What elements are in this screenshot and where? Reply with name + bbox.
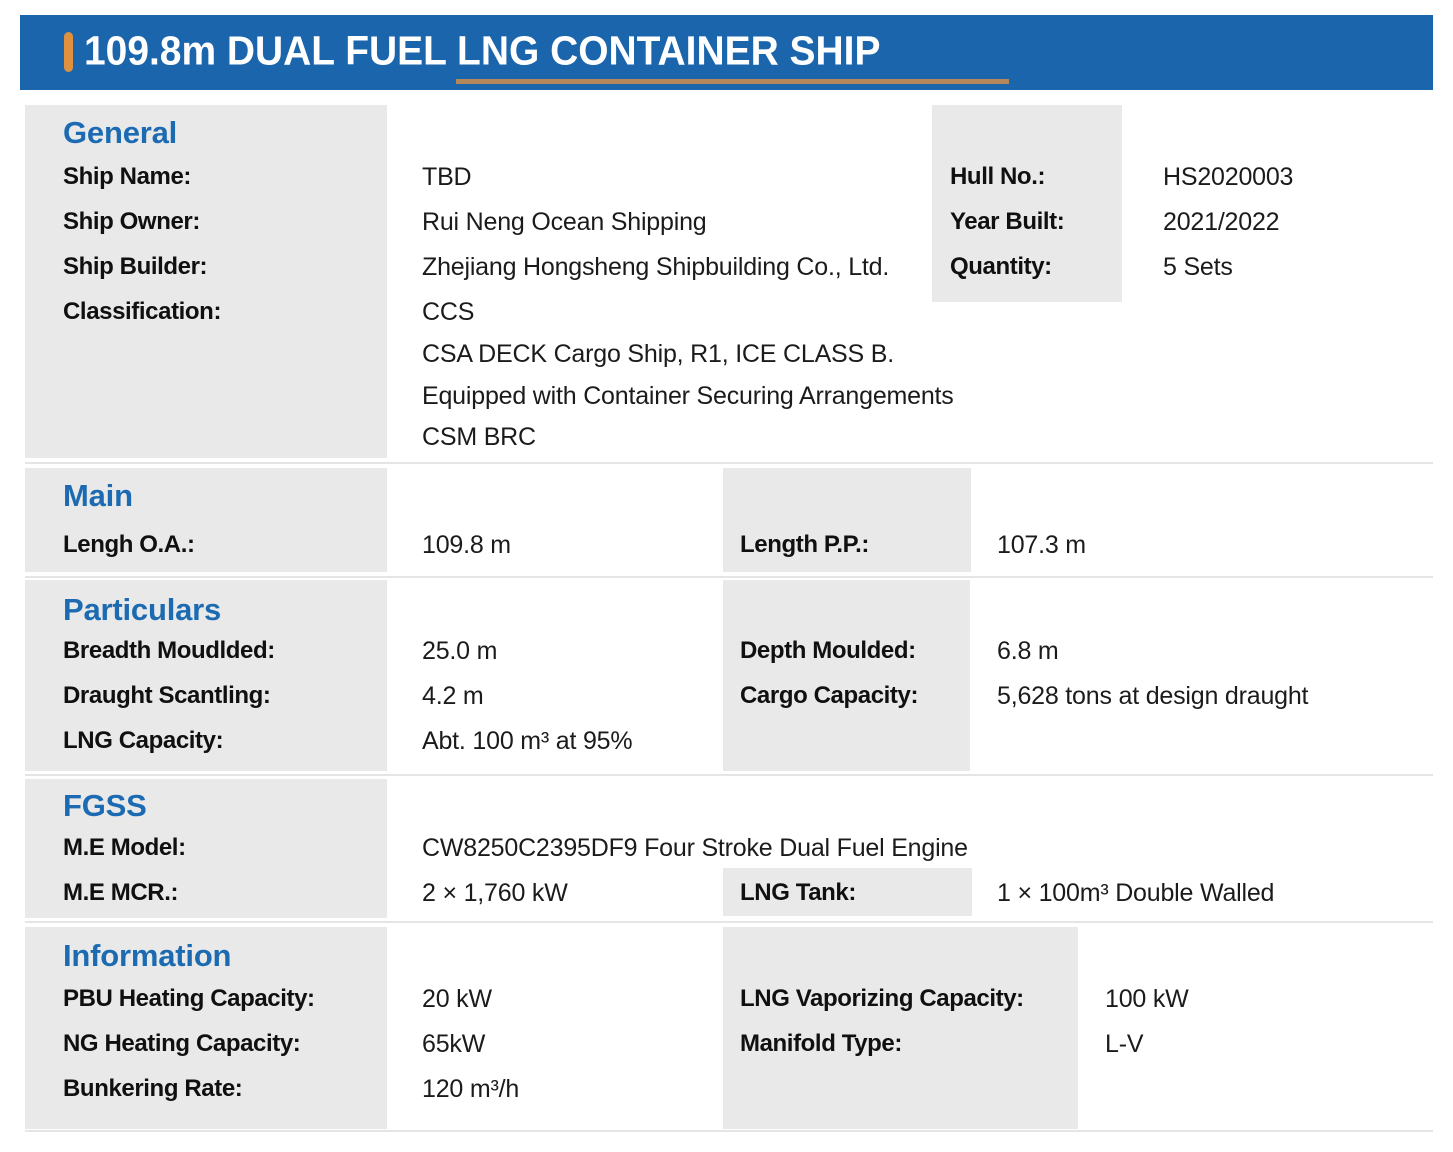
title-banner bbox=[20, 15, 1433, 90]
field-value: 2021/2022 bbox=[1163, 208, 1280, 236]
section-divider bbox=[25, 462, 1433, 464]
field-value: 100 kW bbox=[1105, 985, 1189, 1013]
field-label: PBU Heating Capacity: bbox=[63, 985, 315, 1012]
field-value: CCS bbox=[422, 298, 475, 326]
information-side-label-panel bbox=[723, 927, 1078, 1129]
field-value: TBD bbox=[422, 163, 472, 191]
field-label: Quantity: bbox=[950, 253, 1052, 280]
field-label: Ship Owner: bbox=[63, 208, 200, 235]
field-value: 2 × 1,760 kW bbox=[422, 879, 568, 907]
classification-extra-line: Equipped with Container Securing Arrangements bbox=[422, 382, 954, 410]
field-value: 4.2 m bbox=[422, 682, 484, 710]
field-label: Year Built: bbox=[950, 208, 1065, 235]
field-label: Draught Scantling: bbox=[63, 682, 271, 709]
field-value: Abt. 100 m³ at 95% bbox=[422, 727, 633, 755]
classification-extra-line: CSM BRC bbox=[422, 423, 536, 451]
section-heading: Particulars bbox=[63, 592, 222, 627]
section-heading: General bbox=[63, 115, 178, 150]
field-label: Depth Moulded: bbox=[740, 637, 916, 664]
field-label: Ship Name: bbox=[63, 163, 192, 190]
field-label: M.E MCR.: bbox=[63, 879, 179, 906]
field-value: 6.8 m bbox=[997, 637, 1059, 665]
section-divider bbox=[25, 921, 1433, 923]
field-label: Bunkering Rate: bbox=[63, 1075, 243, 1102]
field-value: 109.8 m bbox=[422, 531, 511, 559]
field-label: LNG Vaporizing Capacity: bbox=[740, 985, 1024, 1012]
section-divider bbox=[25, 1130, 1433, 1132]
field-label: Ship Builder: bbox=[63, 253, 208, 280]
field-value: CW8250C2395DF9 Four Stroke Dual Fuel Engine bbox=[422, 834, 968, 862]
field-label: LNG Capacity: bbox=[63, 727, 224, 754]
field-value: 65kW bbox=[422, 1030, 486, 1058]
section-divider bbox=[25, 774, 1433, 776]
field-value: 5,628 tons at design draught bbox=[997, 682, 1309, 710]
field-label: Hull No.: bbox=[950, 163, 1046, 190]
classification-extra-line: CSA DECK Cargo Ship, R1, ICE CLASS B. bbox=[422, 340, 894, 368]
title-underline bbox=[456, 79, 1009, 84]
section-heading: Main bbox=[63, 478, 133, 513]
field-label: Lengh O.A.: bbox=[63, 531, 195, 558]
field-label: Length P.P.: bbox=[740, 531, 870, 558]
field-label: M.E Model: bbox=[63, 834, 186, 861]
field-label: Manifold Type: bbox=[740, 1030, 902, 1057]
field-value: 20 kW bbox=[422, 985, 492, 1013]
field-value: 5 Sets bbox=[1163, 253, 1233, 281]
field-label: NG Heating Capacity: bbox=[63, 1030, 301, 1057]
title-accent-bar-icon bbox=[64, 32, 73, 72]
section-heading: FGSS bbox=[63, 788, 147, 823]
field-value: 25.0 m bbox=[422, 637, 498, 665]
field-value: HS2020003 bbox=[1163, 163, 1294, 191]
particulars-side-label-panel bbox=[723, 580, 970, 771]
section-divider bbox=[25, 576, 1433, 578]
section-heading: Information bbox=[63, 938, 232, 973]
field-label: Classification: bbox=[63, 298, 222, 325]
field-value: L-V bbox=[1105, 1030, 1144, 1058]
field-value: 107.3 m bbox=[997, 531, 1086, 559]
field-label: Breadth Moudlded: bbox=[63, 637, 275, 664]
field-value: Zhejiang Hongsheng Shipbuilding Co., Ltd. bbox=[422, 253, 890, 281]
field-label: Cargo Capacity: bbox=[740, 682, 919, 709]
general-label-panel bbox=[25, 105, 387, 458]
field-value: Rui Neng Ocean Shipping bbox=[422, 208, 707, 236]
page-title: 109.8m DUAL FUEL LNG CONTAINER SHIP bbox=[84, 27, 881, 74]
field-value: 1 × 100m³ Double Walled bbox=[997, 879, 1275, 907]
field-label: LNG Tank: bbox=[740, 879, 856, 906]
field-value: 120 m³/h bbox=[422, 1075, 520, 1103]
